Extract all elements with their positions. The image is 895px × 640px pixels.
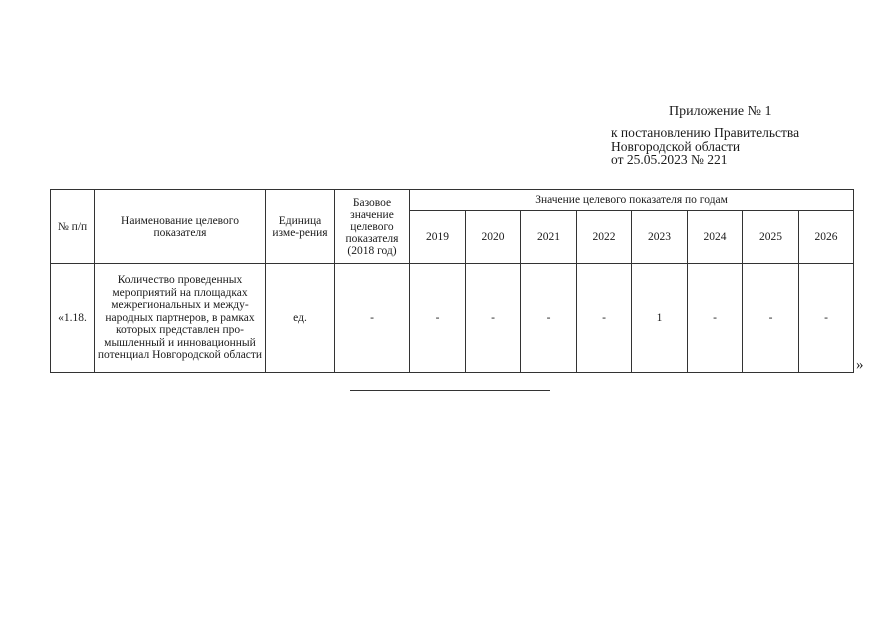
annex-line-3: от 25.05.2023 № 221: [611, 152, 728, 167]
header-name: Наименование целевого показателя: [95, 190, 266, 264]
indicators-table: [50, 189, 854, 373]
header-year: 2023: [632, 211, 688, 264]
table-row: [51, 264, 854, 373]
header-year: 2024: [688, 211, 743, 264]
row-year-value: 1: [632, 264, 688, 373]
annex-line-2: Новгородской области: [611, 138, 741, 154]
header-year: 2020: [466, 211, 521, 264]
header-year: 2021: [521, 211, 577, 264]
annex-reference: [611, 126, 799, 167]
divider-line: [350, 390, 550, 391]
row-base-value: -: [335, 264, 410, 373]
row-num: «1.18.: [51, 264, 95, 373]
header-unit: Единица изме-рения: [266, 190, 335, 264]
header-year: 2026: [799, 211, 854, 264]
row-year-value: -: [743, 264, 799, 373]
row-year-value: -: [410, 264, 466, 373]
row-year-value: -: [577, 264, 632, 373]
header-year: 2025: [743, 211, 799, 264]
row-indicator-name: Количество проведенных мероприятий на площадках межрегиональных и между-народных партнеров, в рамках которых представлен про-мышленный и инновационный потенциал Новгородской области: [95, 264, 266, 373]
row-unit: ед.: [266, 264, 335, 373]
header-year: 2022: [577, 211, 632, 264]
header-num: № п/п: [51, 190, 95, 264]
row-year-value: -: [688, 264, 743, 373]
closing-quote: »: [856, 357, 864, 373]
row-year-value: -: [799, 264, 854, 373]
table-header-row: [51, 190, 854, 211]
header-year: 2019: [410, 211, 466, 264]
annex-line-1: к постановлению Правительства: [611, 125, 800, 140]
annex-title: Приложение № 1: [669, 104, 772, 119]
row-year-value: -: [521, 264, 577, 373]
header-base: Базовое значение целевого показателя (2018 год): [335, 190, 410, 264]
row-year-value: -: [466, 264, 521, 373]
header-years-title: Значение целевого показателя по годам: [410, 190, 854, 211]
